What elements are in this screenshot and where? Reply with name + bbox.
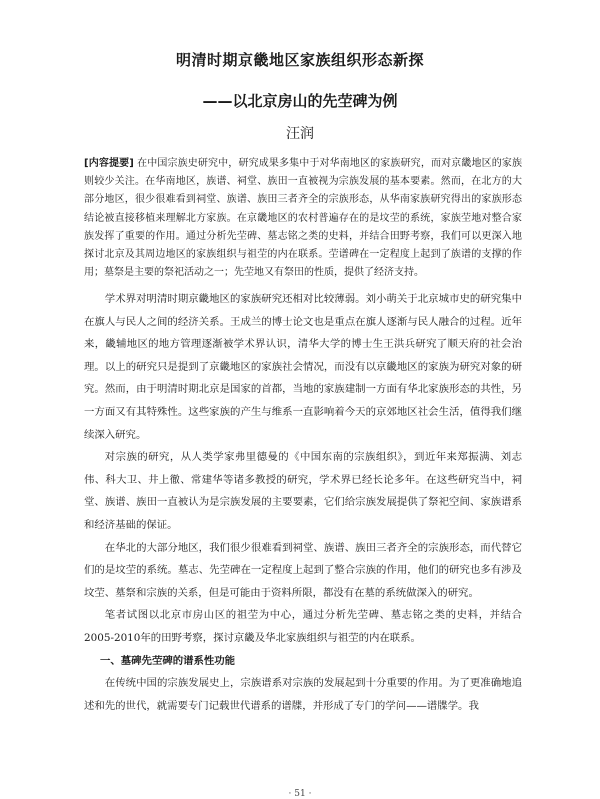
page-number: · 51 · xyxy=(288,789,312,799)
body-paragraph: 在传统中国的宗族发展史上，宗族谱系对宗族的发展起到十分重要的作用。为了更准确地追述和先的世代，就需要专门记载世代谱系的谱牒，并形成了专门的学问——谱牒学。我 xyxy=(84,677,522,712)
author-name: 汪润 xyxy=(286,126,314,142)
abstract-text: 在中国宗族史研究中，研究成果多集中于对华南地区的家族研究，而对京畿地区的家族则较少关注。在华南地区，族谱、祠堂、族田一直被视为宗族发展的基本要素。然而，在北方的大部分地区，很少很难看到祠堂、族谱、族田三者齐全的宗族形态，从华南家族研究得出的家族形态结论被直接移植来理解北方家族。在京畿地区的农村普遍存在的是坟茔的系统，家族茔地对整合家族发挥了重要的作用。通过分析先茔碑、墓志铭之类的史料，并结合田野考察，我们可以更深入地探讨北京及其周边地区的家族组织与祖茔的内在联系。茔谱碑在一定程度上起到了族谱的支撑的作用；墓祭是主要的祭祀活动之一；先茔地又有祭田的性质，提供了经济支持。 xyxy=(84,158,523,279)
body-paragraph: 笔者试图以北京市房山区的祖茔为中心，通过分析先茔碑、墓志铭之类的史料，并结合2005-2010年的田野考察，探讨京畿及华北家族组织与祖茔的内在联系。 xyxy=(84,609,522,644)
section-heading: 一、墓碑先茔碑的谱系性功能 xyxy=(100,654,236,667)
abstract xyxy=(84,155,522,282)
abstract-label: [内容提要] xyxy=(84,158,134,169)
paper-title: 明清时期京畿地区家族组织形态新探 xyxy=(175,51,424,69)
paper-subtitle: ——以北京房山的先茔碑为例 xyxy=(202,92,398,110)
body-paragraph: 在华北的大部分地区，我们很少很难看到祠堂、族谱、族田三者齐全的宗族形态，而代替它们的是坟茔的系统。墓志、先茔碑在一定程度上起到了整合宗族的作用，他们的研究也多有涉及坟茔、墓祭和宗族的关系，但是可能由于资料所限，都没有在墓的系统做深入的研究。 xyxy=(84,541,522,599)
body-paragraph: 学术界对明清时期京畿地区的家族研究还相对比较薄弱。刘小萌关于北京城市史的研究集中在旗人与民人之间的经济关系。王成兰的博士论文也是重点在旗人逐渐与民人融合的过程。近年来，畿辅地区的地方管理逐渐被学术界认识，清华大学的博士生王洪兵研究了顺天府的社会治理。以上的研究只是提到了京畿地区的家族社会情况，而没有以京畿地区的家族为研究对象的研究。然而，由于明清时期北京是国家的首都，当地的家族建制一方面有华北家族形态的共性，另一方面又有其特殊性。这些家族的产生与维系一直影响着今天的京郊地区社会生活，值得我们继续深入研究。 xyxy=(84,293,522,441)
body-text xyxy=(84,288,522,717)
body-paragraph: 对宗族的研究，从人类学家弗里德曼的《中国东南的宗族组织》，到近年来郑振满、刘志伟、科大卫、井上徹、常建华等诸多教授的研究，学术界已经长论多年。在这些研究当中，祠堂、族谱、族田一直被认为是宗族发展的主要要素，它们给宗族发展提供了祭祀空间、家族谱系和经济基础的保证。 xyxy=(84,451,522,531)
